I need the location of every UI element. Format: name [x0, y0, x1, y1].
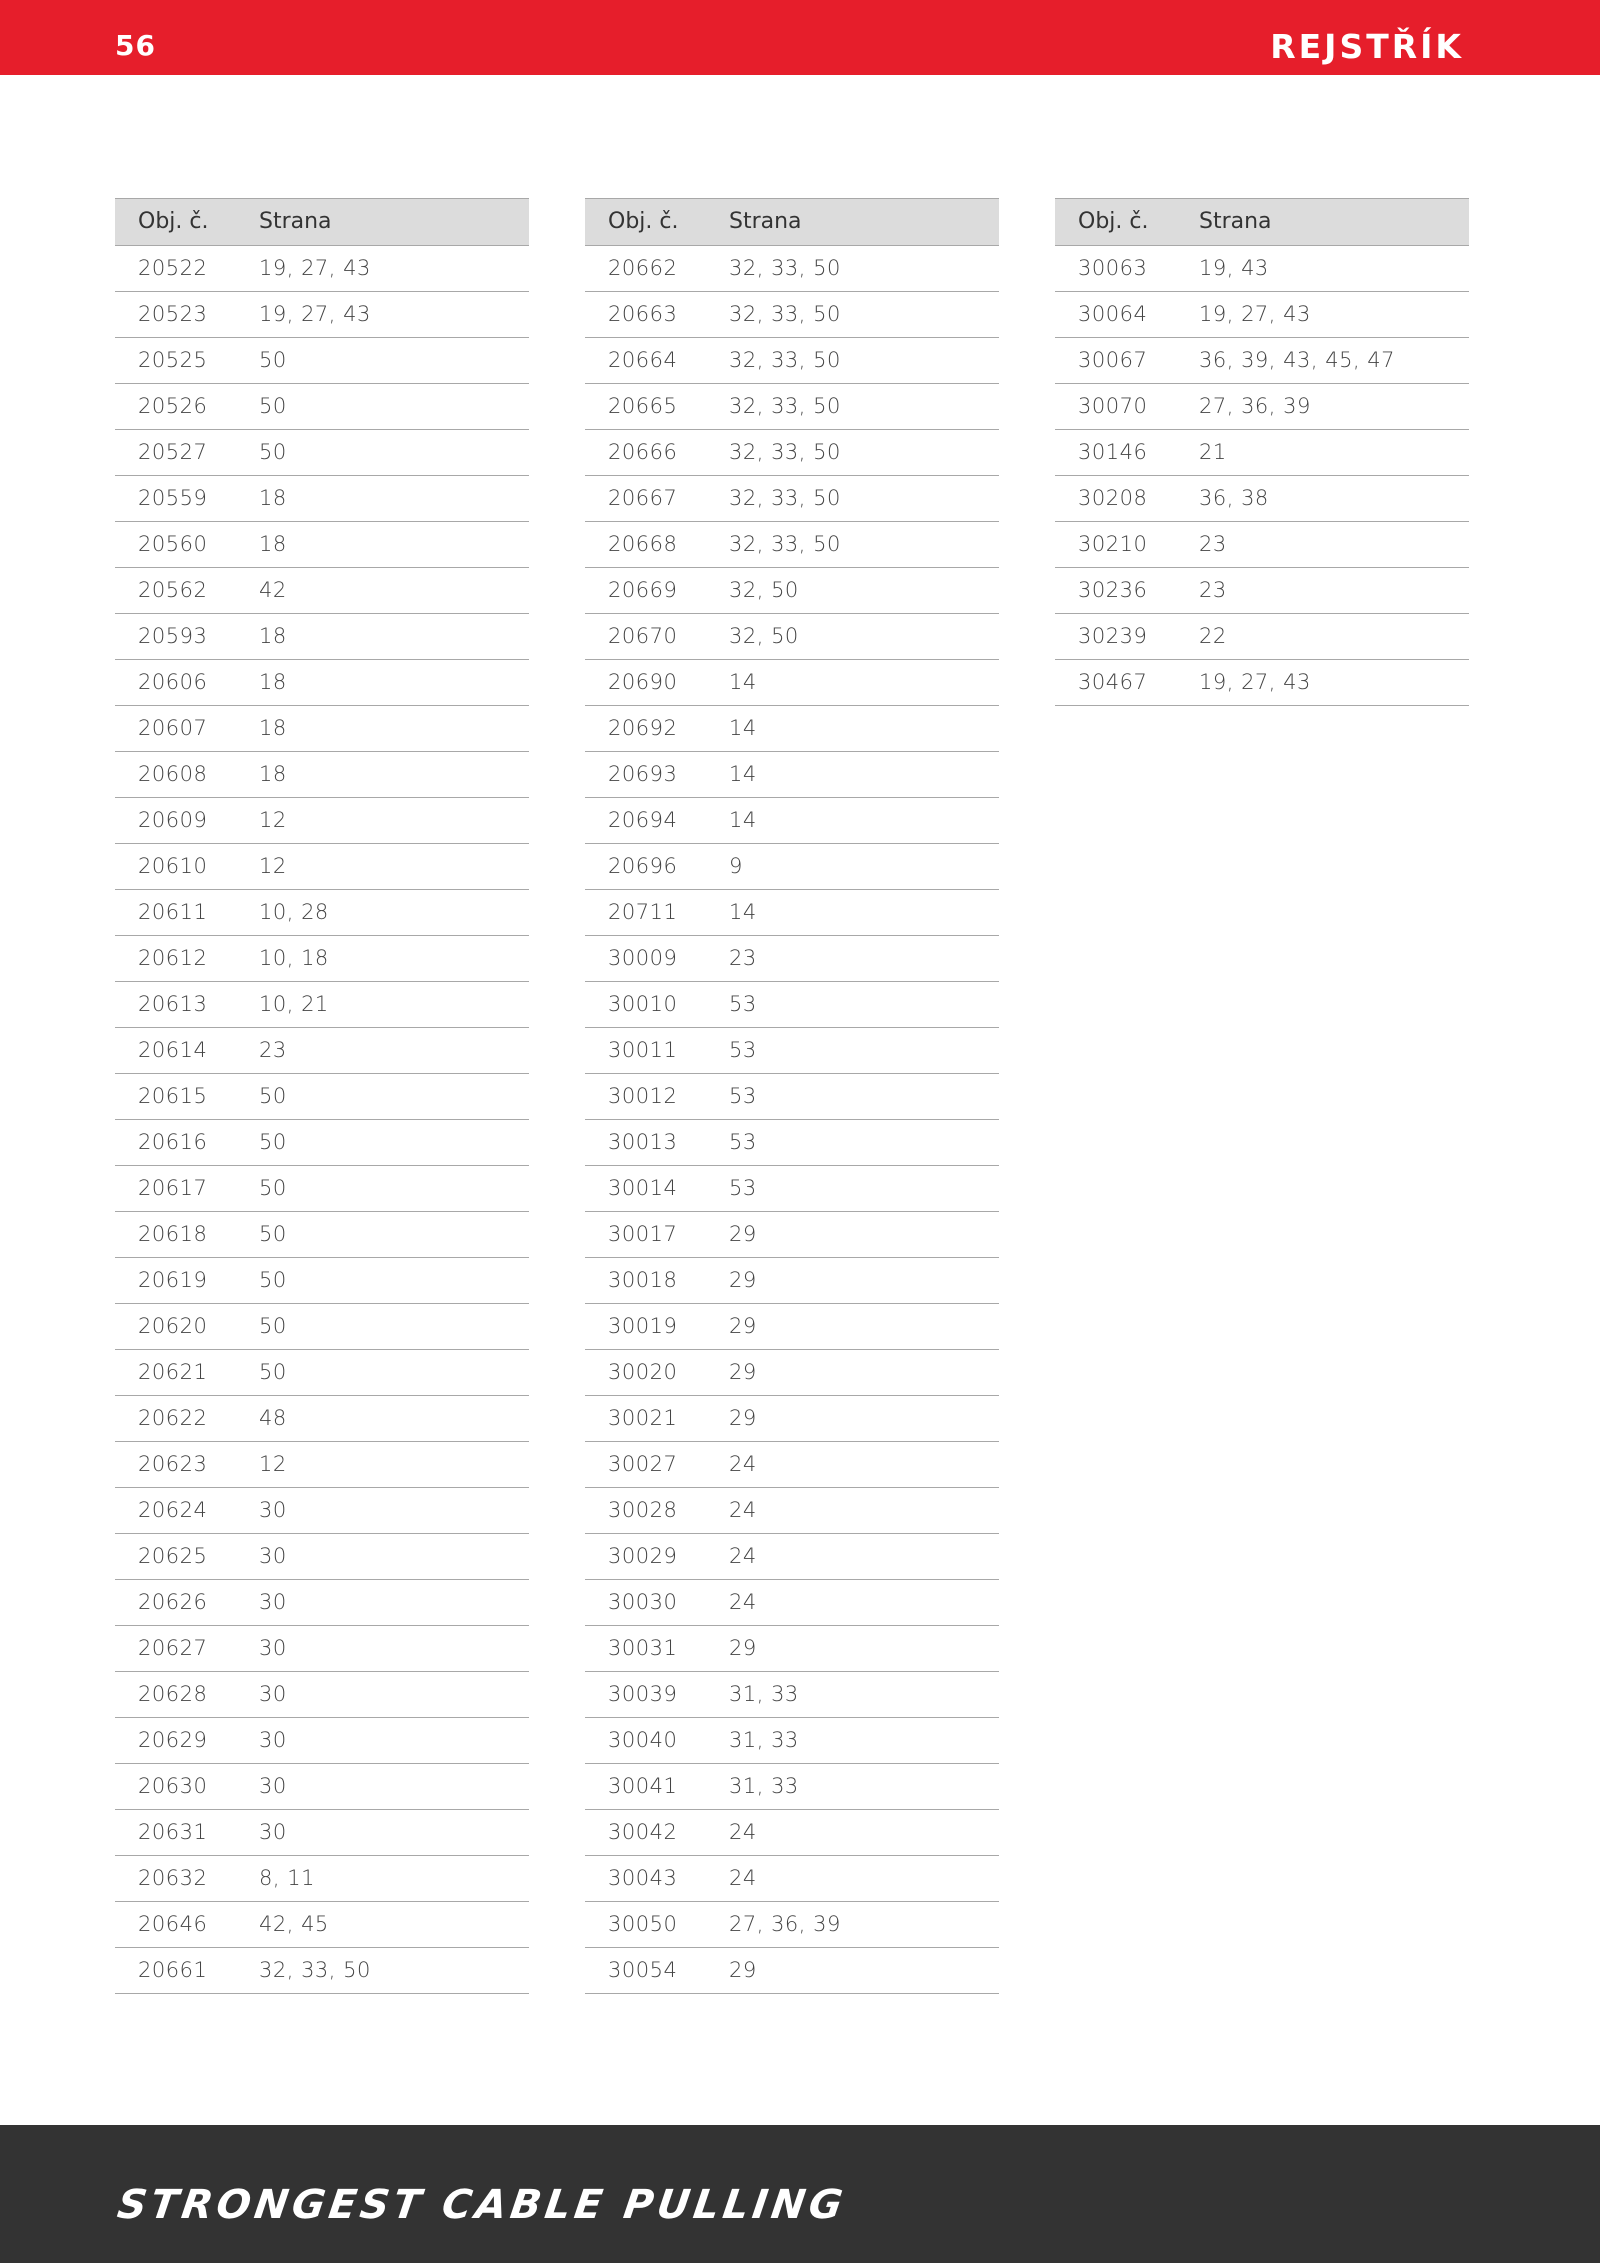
strana-cell: 32, 50 [729, 614, 999, 660]
table-row [585, 1488, 999, 1534]
table-row [115, 890, 529, 936]
strana-cell: 30 [259, 1626, 529, 1672]
strana-cell: 27, 36, 39 [1199, 384, 1469, 430]
strana-cell: 14 [729, 706, 999, 752]
obj-cell: 20593 [115, 614, 259, 660]
obj-cell: 30041 [585, 1764, 729, 1810]
table-header-row [115, 199, 529, 246]
obj-cell: 20616 [115, 1120, 259, 1166]
table-row [585, 1166, 999, 1212]
strana-cell: 10, 18 [259, 936, 529, 982]
table-row [585, 752, 999, 798]
table-row [115, 936, 529, 982]
table-row [115, 1120, 529, 1166]
strana-cell: 23 [729, 936, 999, 982]
obj-cell: 30014 [585, 1166, 729, 1212]
obj-cell: 30236 [1055, 568, 1199, 614]
table-row [115, 1350, 529, 1396]
strana-cell: 14 [729, 798, 999, 844]
table-row [585, 1028, 999, 1074]
table-row [115, 1488, 529, 1534]
table-row [585, 1626, 999, 1672]
strana-cell: 12 [259, 844, 529, 890]
table-row [585, 1764, 999, 1810]
table-row [585, 1258, 999, 1304]
strana-cell: 29 [729, 1396, 999, 1442]
table-body [585, 246, 999, 1994]
table-row [115, 752, 529, 798]
index-table-1 [115, 198, 529, 1994]
obj-cell: 20668 [585, 522, 729, 568]
table-row [585, 1396, 999, 1442]
strana-cell: 32, 33, 50 [729, 338, 999, 384]
strana-cell: 53 [729, 1120, 999, 1166]
table-row [585, 1948, 999, 1994]
table-body [1055, 246, 1469, 706]
strana-cell: 10, 21 [259, 982, 529, 1028]
strana-cell: 14 [729, 890, 999, 936]
obj-cell: 20694 [585, 798, 729, 844]
table-row [115, 476, 529, 522]
table-row [1055, 246, 1469, 292]
strana-cell: 24 [729, 1856, 999, 1902]
obj-cell: 30009 [585, 936, 729, 982]
strana-cell: 24 [729, 1580, 999, 1626]
obj-cell: 20617 [115, 1166, 259, 1212]
obj-cell: 30146 [1055, 430, 1199, 476]
obj-cell: 30021 [585, 1396, 729, 1442]
obj-cell: 20663 [585, 292, 729, 338]
strana-cell: 48 [259, 1396, 529, 1442]
obj-cell: 30017 [585, 1212, 729, 1258]
table-row [115, 1948, 529, 1994]
obj-cell: 20613 [115, 982, 259, 1028]
table-row [585, 1856, 999, 1902]
strana-cell: 50 [259, 1304, 529, 1350]
table-row [115, 1442, 529, 1488]
table-row [585, 1718, 999, 1764]
strana-cell: 29 [729, 1258, 999, 1304]
obj-cell: 20525 [115, 338, 259, 384]
strana-cell: 50 [259, 384, 529, 430]
obj-cell: 20527 [115, 430, 259, 476]
obj-cell: 30019 [585, 1304, 729, 1350]
table-row [115, 292, 529, 338]
table-row [585, 844, 999, 890]
table-row [1055, 292, 1469, 338]
strana-cell: 50 [259, 1120, 529, 1166]
obj-column-header: Obj. č. [1055, 199, 1199, 246]
obj-cell: 20632 [115, 1856, 259, 1902]
obj-cell: 30010 [585, 982, 729, 1028]
strana-cell: 32, 50 [729, 568, 999, 614]
obj-cell: 20627 [115, 1626, 259, 1672]
strana-cell: 31, 33 [729, 1672, 999, 1718]
obj-cell: 20609 [115, 798, 259, 844]
table-row [115, 1626, 529, 1672]
obj-cell: 30042 [585, 1810, 729, 1856]
table-row [1055, 660, 1469, 706]
strana-cell: 24 [729, 1810, 999, 1856]
strana-cell: 21 [1199, 430, 1469, 476]
obj-cell: 30030 [585, 1580, 729, 1626]
table-row [115, 1902, 529, 1948]
table-row [115, 1580, 529, 1626]
obj-cell: 20560 [115, 522, 259, 568]
obj-cell: 30210 [1055, 522, 1199, 568]
obj-cell: 20666 [585, 430, 729, 476]
obj-cell: 30039 [585, 1672, 729, 1718]
table-header-row [585, 199, 999, 246]
table-row [585, 1120, 999, 1166]
strana-cell: 18 [259, 522, 529, 568]
strana-cell: 18 [259, 476, 529, 522]
obj-cell: 20664 [585, 338, 729, 384]
table-row [115, 1166, 529, 1212]
table-row [115, 1212, 529, 1258]
obj-cell: 30064 [1055, 292, 1199, 338]
strana-cell: 36, 39, 43, 45, 47 [1199, 338, 1469, 384]
obj-cell: 30011 [585, 1028, 729, 1074]
obj-cell: 20623 [115, 1442, 259, 1488]
strana-cell: 50 [259, 1350, 529, 1396]
strana-cell: 42 [259, 568, 529, 614]
table-row [1055, 384, 1469, 430]
strana-cell: 53 [729, 982, 999, 1028]
strana-cell: 23 [1199, 522, 1469, 568]
strana-column-header: Strana [259, 199, 529, 246]
obj-cell: 30031 [585, 1626, 729, 1672]
table-row [115, 1764, 529, 1810]
table-row [585, 798, 999, 844]
strana-cell: 12 [259, 798, 529, 844]
obj-cell: 20610 [115, 844, 259, 890]
table-row [585, 1672, 999, 1718]
index-table-2 [585, 198, 999, 1994]
strana-cell: 19, 27, 43 [259, 292, 529, 338]
obj-cell: 30070 [1055, 384, 1199, 430]
table-row [585, 1442, 999, 1488]
section-title: REJSTŘÍK [1270, 27, 1464, 66]
table-row [115, 1258, 529, 1304]
obj-cell: 30028 [585, 1488, 729, 1534]
obj-cell: 20711 [585, 890, 729, 936]
strana-cell: 29 [729, 1626, 999, 1672]
strana-cell: 30 [259, 1672, 529, 1718]
obj-cell: 30239 [1055, 614, 1199, 660]
table-row [115, 1810, 529, 1856]
strana-cell: 10, 28 [259, 890, 529, 936]
obj-cell: 20661 [115, 1948, 259, 1994]
obj-cell: 20562 [115, 568, 259, 614]
strana-cell: 50 [259, 1212, 529, 1258]
strana-cell: 32, 33, 50 [729, 522, 999, 568]
strana-column-header: Strana [729, 199, 999, 246]
obj-cell: 20625 [115, 1534, 259, 1580]
table-row [585, 1350, 999, 1396]
table-row [115, 706, 529, 752]
page-number: 56 [115, 29, 156, 62]
strana-cell: 19, 43 [1199, 246, 1469, 292]
strana-cell: 19, 27, 43 [1199, 660, 1469, 706]
table-header-row [1055, 199, 1469, 246]
strana-cell: 24 [729, 1488, 999, 1534]
table-row [585, 246, 999, 292]
table-row [585, 338, 999, 384]
table-body [115, 246, 529, 1994]
table-row [585, 1810, 999, 1856]
strana-cell: 9 [729, 844, 999, 890]
strana-cell: 23 [259, 1028, 529, 1074]
obj-column-header: Obj. č. [585, 199, 729, 246]
strana-cell: 53 [729, 1074, 999, 1120]
obj-column-header: Obj. č. [115, 199, 259, 246]
strana-cell: 36, 38 [1199, 476, 1469, 522]
table-row [585, 568, 999, 614]
strana-cell: 32, 33, 50 [729, 476, 999, 522]
obj-cell: 30029 [585, 1534, 729, 1580]
obj-cell: 30067 [1055, 338, 1199, 384]
table-row [585, 1902, 999, 1948]
obj-cell: 30013 [585, 1120, 729, 1166]
table-row [585, 706, 999, 752]
table-row [585, 522, 999, 568]
table-row [585, 1534, 999, 1580]
obj-cell: 30043 [585, 1856, 729, 1902]
strana-cell: 32, 33, 50 [729, 292, 999, 338]
obj-cell: 30040 [585, 1718, 729, 1764]
strana-cell: 18 [259, 706, 529, 752]
strana-cell: 50 [259, 338, 529, 384]
strana-column-header: Strana [1199, 199, 1469, 246]
table-row [1055, 614, 1469, 660]
table-row [115, 1028, 529, 1074]
obj-cell: 30063 [1055, 246, 1199, 292]
strana-cell: 53 [729, 1028, 999, 1074]
obj-cell: 30208 [1055, 476, 1199, 522]
obj-cell: 30018 [585, 1258, 729, 1304]
table-row [585, 614, 999, 660]
table-row [585, 1580, 999, 1626]
table-row [115, 430, 529, 476]
table-row [115, 1856, 529, 1902]
table-row [115, 982, 529, 1028]
strana-cell: 29 [729, 1212, 999, 1258]
table-row [115, 384, 529, 430]
obj-cell: 20522 [115, 246, 259, 292]
obj-cell: 30012 [585, 1074, 729, 1120]
table-row [115, 1672, 529, 1718]
table-row [115, 798, 529, 844]
strana-cell: 19, 27, 43 [1199, 292, 1469, 338]
table-row [1055, 476, 1469, 522]
table-row [585, 384, 999, 430]
obj-cell: 20621 [115, 1350, 259, 1396]
index-table-3 [1055, 198, 1469, 706]
strana-cell: 30 [259, 1488, 529, 1534]
obj-cell: 20559 [115, 476, 259, 522]
table-row [115, 246, 529, 292]
strana-cell: 30 [259, 1810, 529, 1856]
strana-cell: 18 [259, 752, 529, 798]
obj-cell: 20628 [115, 1672, 259, 1718]
strana-cell: 32, 33, 50 [729, 430, 999, 476]
strana-cell: 30 [259, 1718, 529, 1764]
table-row [585, 936, 999, 982]
obj-cell: 20665 [585, 384, 729, 430]
obj-cell: 20523 [115, 292, 259, 338]
table-row [115, 338, 529, 384]
strana-cell: 29 [729, 1350, 999, 1396]
strana-cell: 50 [259, 1074, 529, 1120]
table-row [115, 1396, 529, 1442]
obj-cell: 20646 [115, 1902, 259, 1948]
obj-cell: 20611 [115, 890, 259, 936]
strana-cell: 31, 33 [729, 1718, 999, 1764]
table-row [585, 660, 999, 706]
obj-cell: 20619 [115, 1258, 259, 1304]
obj-cell: 20606 [115, 660, 259, 706]
strana-cell: 32, 33, 50 [729, 246, 999, 292]
strana-cell: 32, 33, 50 [729, 384, 999, 430]
strana-cell: 30 [259, 1534, 529, 1580]
obj-cell: 30054 [585, 1948, 729, 1994]
obj-cell: 20692 [585, 706, 729, 752]
table-row [115, 614, 529, 660]
strana-cell: 32, 33, 50 [259, 1948, 529, 1994]
strana-cell: 19, 27, 43 [259, 246, 529, 292]
obj-cell: 20631 [115, 1810, 259, 1856]
table-row [1055, 568, 1469, 614]
table-row [115, 568, 529, 614]
strana-cell: 29 [729, 1948, 999, 1994]
strana-cell: 42, 45 [259, 1902, 529, 1948]
table-row [115, 1074, 529, 1120]
table-row [1055, 522, 1469, 568]
table-row [115, 1718, 529, 1764]
strana-cell: 50 [259, 430, 529, 476]
strana-cell: 53 [729, 1166, 999, 1212]
strana-cell: 23 [1199, 568, 1469, 614]
obj-cell: 20526 [115, 384, 259, 430]
strana-cell: 27, 36, 39 [729, 1902, 999, 1948]
strana-cell: 31, 33 [729, 1764, 999, 1810]
table-row [115, 1304, 529, 1350]
obj-cell: 20629 [115, 1718, 259, 1764]
table-row [585, 430, 999, 476]
obj-cell: 20622 [115, 1396, 259, 1442]
obj-cell: 20618 [115, 1212, 259, 1258]
table-row [585, 1212, 999, 1258]
obj-cell: 20620 [115, 1304, 259, 1350]
obj-cell: 20624 [115, 1488, 259, 1534]
strana-cell: 50 [259, 1166, 529, 1212]
obj-cell: 20630 [115, 1764, 259, 1810]
obj-cell: 30020 [585, 1350, 729, 1396]
obj-cell: 20696 [585, 844, 729, 890]
table-row [585, 890, 999, 936]
table-row [115, 522, 529, 568]
table-row [585, 476, 999, 522]
strana-cell: 8, 11 [259, 1856, 529, 1902]
table-row [1055, 430, 1469, 476]
obj-cell: 20667 [585, 476, 729, 522]
strana-cell: 12 [259, 1442, 529, 1488]
obj-cell: 30027 [585, 1442, 729, 1488]
strana-cell: 30 [259, 1764, 529, 1810]
table-row [115, 844, 529, 890]
table-row [115, 1534, 529, 1580]
footer-tagline: STRONGEST CABLE PULLING [114, 2182, 850, 2228]
obj-cell: 20669 [585, 568, 729, 614]
obj-cell: 20626 [115, 1580, 259, 1626]
strana-cell: 50 [259, 1258, 529, 1304]
strana-cell: 18 [259, 614, 529, 660]
obj-cell: 20614 [115, 1028, 259, 1074]
table-row [585, 292, 999, 338]
obj-cell: 20690 [585, 660, 729, 706]
strana-cell: 14 [729, 660, 999, 706]
obj-cell: 20615 [115, 1074, 259, 1120]
table-row [585, 1074, 999, 1120]
obj-cell: 20670 [585, 614, 729, 660]
table-row [585, 982, 999, 1028]
obj-cell: 30050 [585, 1902, 729, 1948]
table-row [585, 1304, 999, 1350]
strana-cell: 18 [259, 660, 529, 706]
strana-cell: 24 [729, 1442, 999, 1488]
obj-cell: 20612 [115, 936, 259, 982]
obj-cell: 30467 [1055, 660, 1199, 706]
obj-cell: 20608 [115, 752, 259, 798]
obj-cell: 20662 [585, 246, 729, 292]
strana-cell: 30 [259, 1580, 529, 1626]
strana-cell: 24 [729, 1534, 999, 1580]
strana-cell: 22 [1199, 614, 1469, 660]
strana-cell: 29 [729, 1304, 999, 1350]
table-row [1055, 338, 1469, 384]
obj-cell: 20693 [585, 752, 729, 798]
obj-cell: 20607 [115, 706, 259, 752]
strana-cell: 14 [729, 752, 999, 798]
table-row [115, 660, 529, 706]
